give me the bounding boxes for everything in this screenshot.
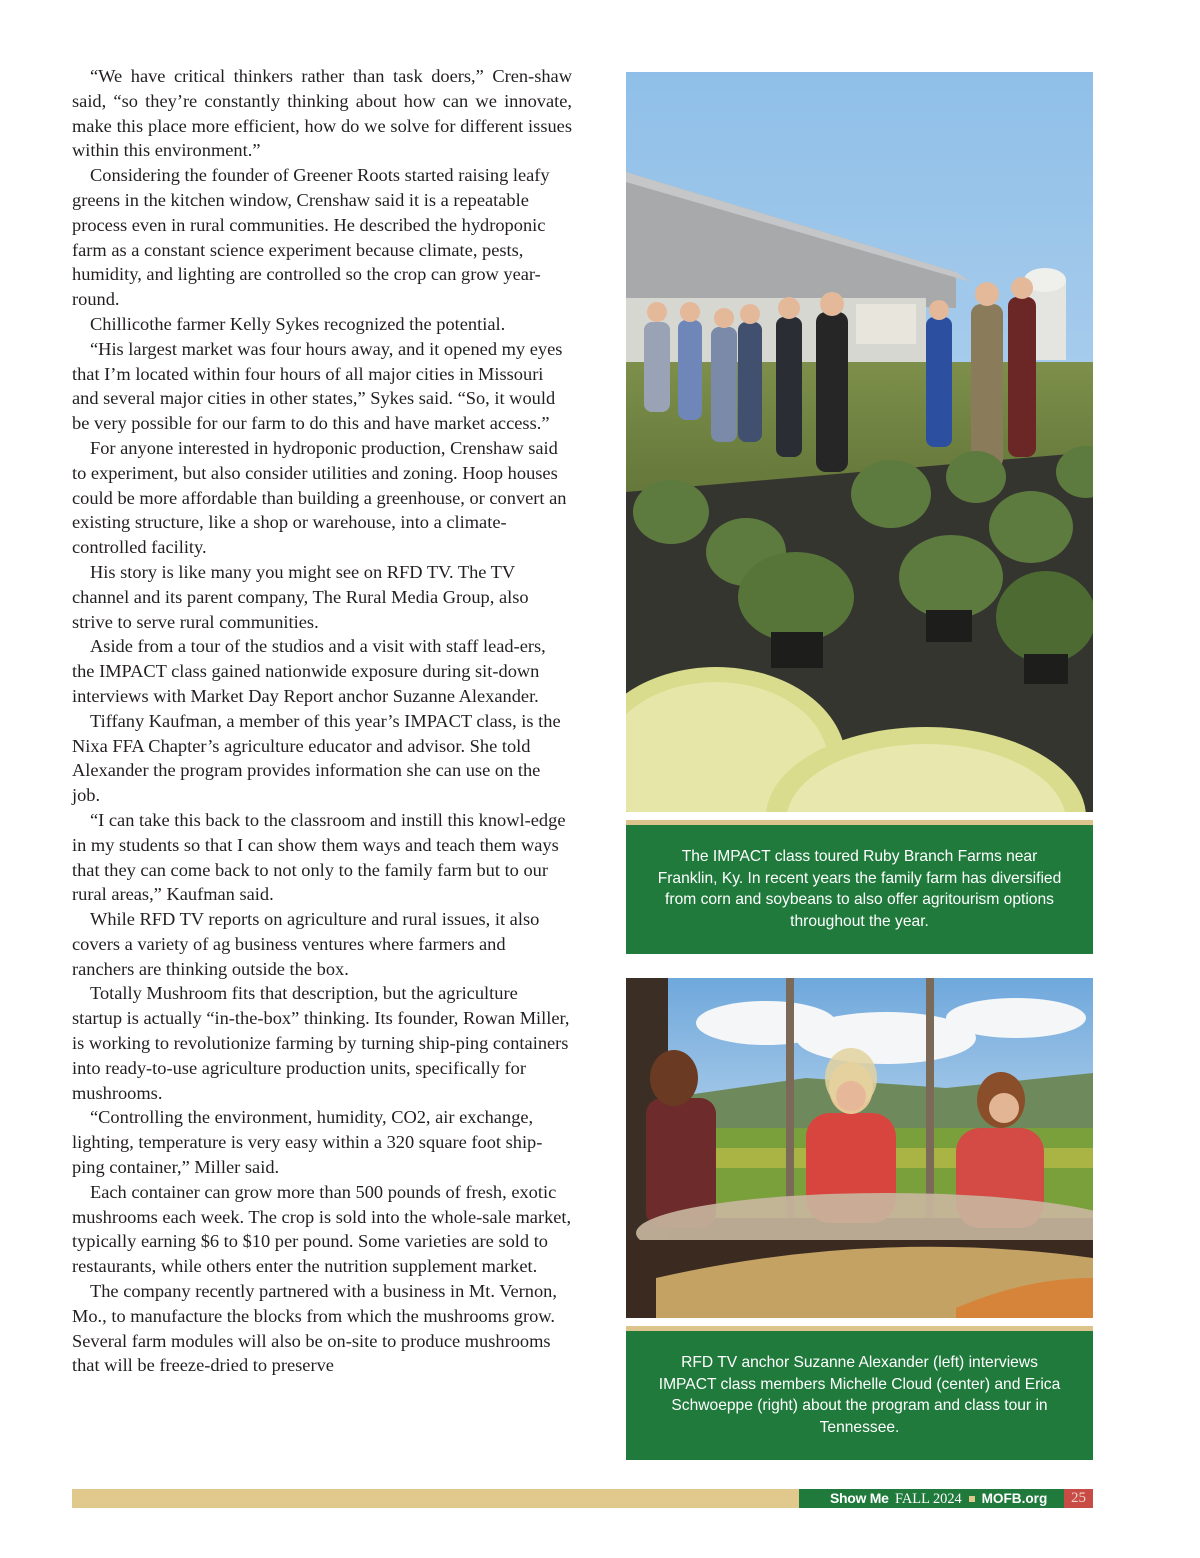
page-number: 25 [1064,1489,1093,1508]
footer-brand: Show Me [830,1490,889,1506]
footer-issue: FALL 2024 [894,1491,962,1507]
article-paragraph: For anyone interested in hydroponic production, Crenshaw said to experiment, but also consider utilities and zoning. Hoop houses could be more affordable than building a greenhouse, or convert an existing structure, like a shop or warehouse, into a climate-controlled facility. [72,437,567,558]
footer-rule [72,1489,799,1508]
article-paragraph: “We have critical thinkers rather than task doers,” Cren-shaw said, “so they’re constantly thinking about how can we innovate, make this place more efficient, how do we solve for different issues within this environment.” [72,66,572,161]
article-paragraph: Chillicothe farmer Kelly Sykes recognized the potential. [90,313,506,334]
footer-masthead [799,1489,1064,1508]
article-paragraph: His story is like many you might see on RFD TV. The TV channel and its parent company, The Rural Media Group, also strive to serve rural communities. [72,561,529,632]
article-paragraph: “His largest market was four hours away, and it opened my eyes that I’m located within four hours of all major cities in Missouri and several major cities in other states,” Sykes said. “So, it would be very possible for our farm to do this and have market access.” [72,338,563,434]
article-paragraph: Considering the founder of Greener Roots started raising leafy greens in the kitchen window, Crenshaw said it is a repeatable process even in rural communities. He described the hydroponic farm as a constant science experiment because climate, pests, humidity, and lighting are controlled so the crop can grow year-round. [72,165,550,310]
footer-separator [969,1496,975,1502]
article-paragraph: While RFD TV reports on agriculture and rural issues, it also covers a variety of ag business ventures where farmers and ranchers are thinking outside the box. [72,909,540,979]
article-body [72,64,572,1378]
footer-website: MOFB.org [981,1491,1048,1506]
article-paragraph: Tiffany Kaufman, a member of this year’s IMPACT class, is the Nixa FFA Chapter’s agriculture educator and advisor. She told Alexander the program provides information she can use on the job. [72,710,561,806]
article-paragraph: Aside from a tour of the studios and a visit with staff lead-ers, the IMPACT class gained nationwide exposure during sit-down interviews with Market Day Report anchor Suzanne Alexander. [72,636,546,706]
article-paragraph: Totally Mushroom fits that description, but the agriculture startup is actually “in-the-box” thinking. Its founder, Rowan Miller, is working to revolutionize farming by turning ship-ping containers into ready-to-use agriculture production units, specifically for mushrooms. [72,983,570,1103]
article-paragraph: “I can take this back to the classroom and instill this knowl-edge in my students so that I can show them ways and teach them ways that they can come back to not only to the family farm but to our rural areas,” Kaufman said. [72,809,566,905]
article-paragraph: Each container can grow more than 500 pounds of fresh, exotic mushrooms each week. The crop is sold into the whole-sale market, typically earning $6 to $10 per pound. Some varieties are sold to restaurants, while others enter the nutrition supplement market. [72,1181,572,1277]
studio-interview-caption: RFD TV anchor Suzanne Alexander (left) interviews IMPACT class members Michelle Cloud (center) and Erica Schwoeppe (right) about the program and class tour in Tennessee. [626,1326,1093,1460]
article-paragraph: “Controlling the environment, humidity, CO2, air exchange, lighting, temperature is very easy within a 320 square foot ship-ping container,” Miller said. [72,1107,543,1178]
farm-tour-photo [626,72,1093,812]
studio-interview-photo [626,978,1093,1318]
article-paragraph: The company recently partnered with a business in Mt. Vernon, Mo., to manufacture the blocks from which the mushrooms grow. Several farm modules will also be on-site to produce mushrooms that will be freeze-dried to preserve [72,1281,557,1376]
farm-tour-caption: The IMPACT class toured Ruby Branch Farms near Franklin, Ky. In recent years the family farm has diversified from corn and soybeans to also offer agritourism options throughout the year. [626,820,1093,954]
